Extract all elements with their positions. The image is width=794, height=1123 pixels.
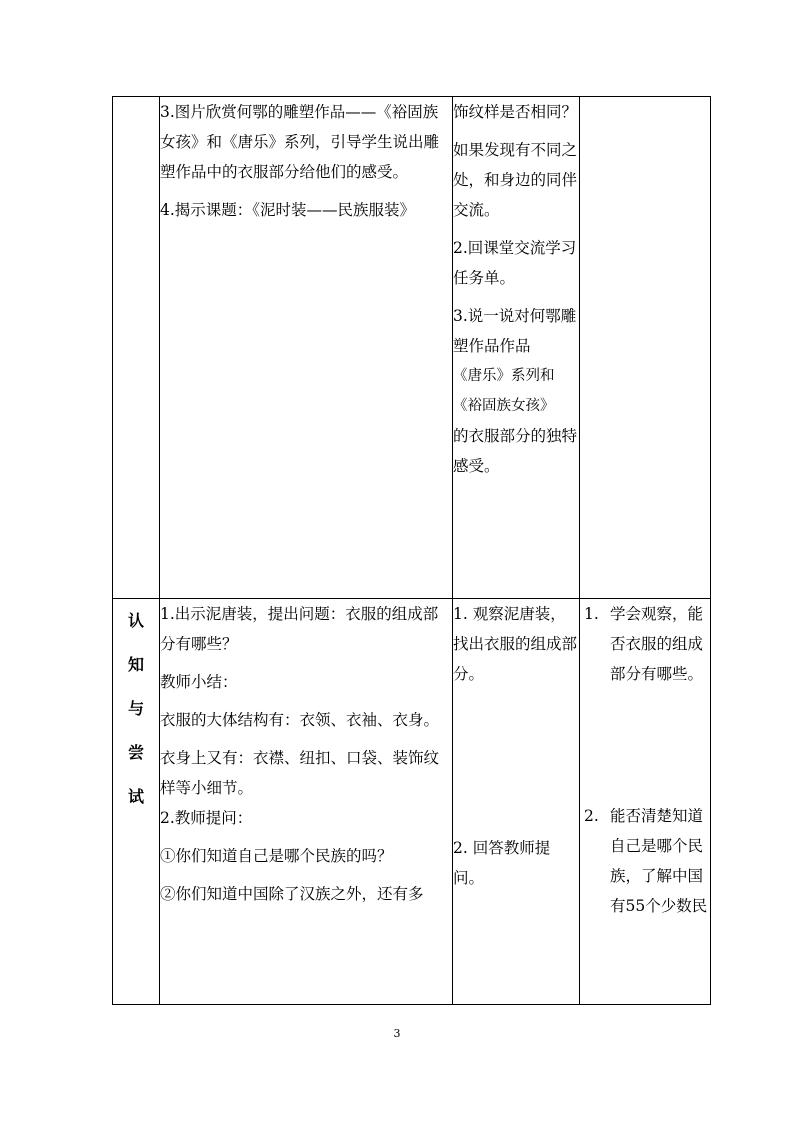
intent-item-number: 2. <box>584 807 599 825</box>
teacher-step-1: 1.出示泥唐装，提出问题：衣服的组成部分有哪些？ <box>160 605 439 653</box>
student-step-3: 3.说一说对何鄂雕塑作品作品 <box>453 307 577 355</box>
intent-item-text: 学会观察，能否衣服的组成部分有哪些。 <box>610 605 704 683</box>
table-row <box>113 599 711 1005</box>
student-activity-cell <box>453 97 580 599</box>
student-text: 《唐乐》系列和《裕固族女孩》 <box>453 368 555 414</box>
table-row <box>113 97 711 599</box>
design-intent-cell <box>580 97 711 599</box>
stage-label-cell <box>113 599 160 1005</box>
student-step-2: 2.回课堂交流学习任务单。 <box>453 239 577 287</box>
student-text: 饰纹样是否相同？ <box>453 103 578 121</box>
teacher-summary-heading: 教师小结： <box>160 673 238 691</box>
stage-label-char: 试 <box>127 787 144 806</box>
intent-item-number: 1. <box>584 605 599 623</box>
teacher-summary-text: 衣身上又有：衣襟、纽扣、口袋、装饰纹样等小细节。 <box>160 749 440 797</box>
student-step-1: 1. 观察泥唐装，找出衣服的组成部分。 <box>453 605 578 683</box>
design-intent-cell <box>580 599 711 1005</box>
teacher-step-2: 2.教师提问： <box>160 809 253 827</box>
intent-item-1 <box>580 599 710 689</box>
intent-item-text: 能否清楚知道自己是哪个民族，了解中国有55个少数民 <box>610 807 708 915</box>
stage-label-char: 知 <box>127 655 144 674</box>
stage-label-char: 尝 <box>127 743 144 762</box>
teacher-activity-cell <box>160 97 453 599</box>
teacher-activity-cell <box>160 599 453 1005</box>
student-step-2: 2. 回答教师提问。 <box>453 839 551 887</box>
stage-label-cell <box>113 97 160 599</box>
lesson-plan-table <box>112 96 711 1005</box>
page-number: 3 <box>393 1027 401 1040</box>
teacher-question-2: ②你们知道中国除了汉族之外，还有多 <box>160 885 424 903</box>
stage-label-char: 与 <box>127 699 144 718</box>
student-text: 的衣服部分的独特感受。 <box>453 427 578 475</box>
intent-item-2 <box>580 801 710 921</box>
teacher-step-3: 3.图片欣赏何鄂的雕塑作品——《裕固族女孩》和《唐乐》系列，引导学生说出雕塑作品中的衣服部分给他们的感受。 <box>160 103 440 181</box>
student-activity-cell <box>453 599 580 1005</box>
teacher-summary-text: 衣服的大体结构有：衣领、衣袖、衣身。 <box>160 711 440 729</box>
teacher-question-1: ①你们知道自己是哪个民族的吗？ <box>160 847 393 865</box>
stage-label-char: 认 <box>127 611 144 630</box>
student-text: 如果发现有不同之处，和身边的同伴交流。 <box>453 141 578 219</box>
teacher-step-4: 4.揭示课题：《泥时装——民族服装》 <box>160 201 416 219</box>
